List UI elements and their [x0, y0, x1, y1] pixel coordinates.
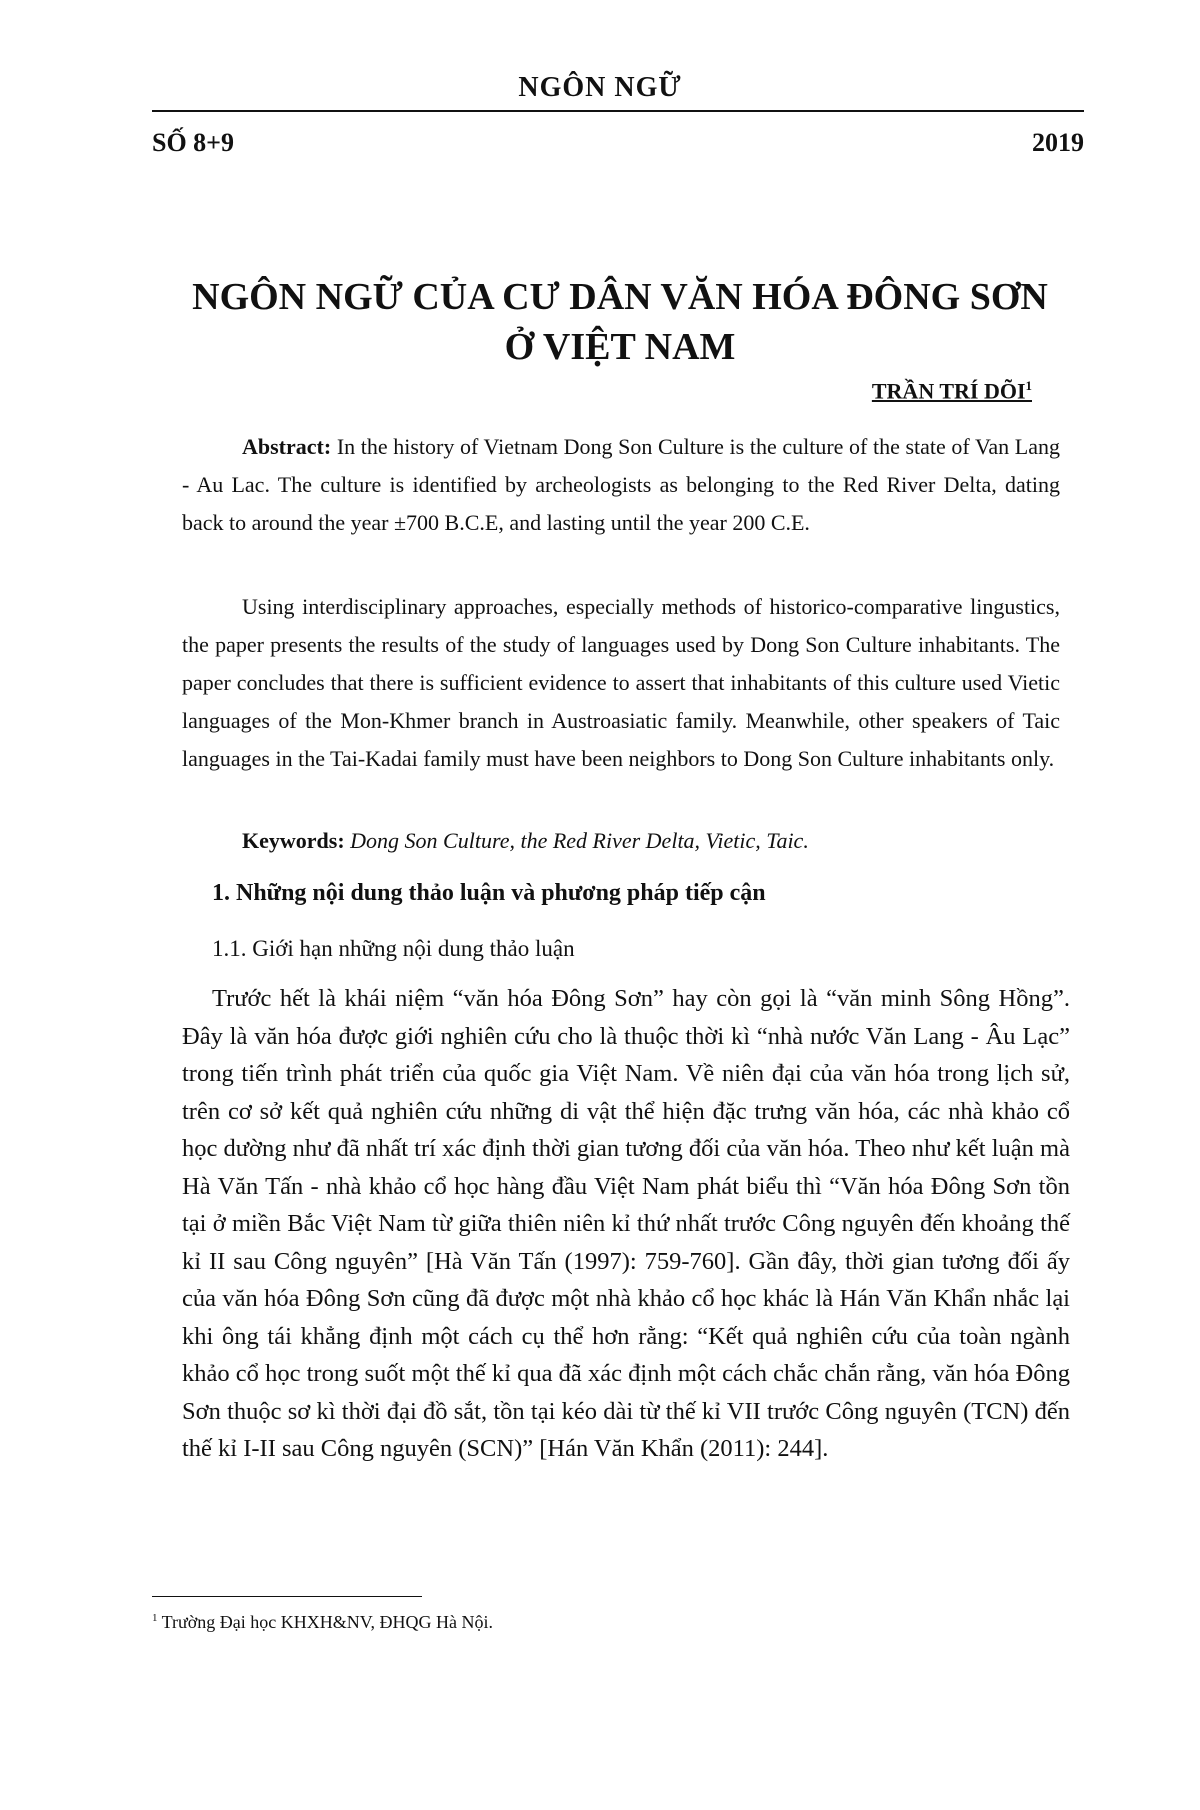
- footnote-rule: [152, 1596, 422, 1597]
- subsection-heading: 1.1. Giới hạn những nội dung thảo luận: [212, 936, 575, 961]
- keywords-list: Dong Son Culture, the Red River Delta, Vietic, Taic.: [344, 828, 809, 853]
- abstract-paragraph-1: [182, 428, 1060, 542]
- author: [872, 378, 1032, 404]
- body-paragraph: Trước hết là khái niệm “văn hóa Đông Sơn” hay còn gọi là “văn minh Sông Hồng”. Đây là văn hóa được giới nghiên cứu cho là thuộc thời kì “nhà nước Văn Lang - Âu Lạc” trong tiến trình phát triển của quốc gia Việt Nam. Về niên đại của văn hóa trong lịch sử, trên cơ sở kết quả nghiên cứu những di vật thể hiện đặc trưng văn hóa, các nhà khảo cổ học dường như đã nhất trí xác định thời gian tương đối của văn hóa. Theo như kết luận mà Hà Văn Tấn - nhà khảo cổ học hàng đầu Việt Nam phát biểu thì “Văn hóa Đông Sơn tồn tại ở miền Bắc Việt Nam từ giữa thiên niên kỉ thứ nhất trước Công nguyên đến khoảng thế kỉ II sau Công nguyên” [Hà Văn Tấn (1997): 759-760]. Gần đây, thời gian tương đối ấy của văn hóa Đông Sơn cũng đã được một nhà khảo cổ học khác là Hán Văn Khẩn nhắc lại khi ông tái khẳng định một cách cụ thể hơn rằng: “Kết quả nghiên cứu của toàn ngành khảo cổ học trong suốt một thế kỉ qua đã xác định một cách chắc chắn rằng, văn hóa Đông Sơn thuộc sơ kì thời đại đồ sắt, tồn tại kéo dài từ thế kỉ VII trước Công nguyên (TCN) đến thế kỉ I-II sau Công nguyên (SCN)” [Hán Văn Khẩn (2011): 244].: [182, 985, 1070, 1462]
- journal-name: NGÔN NGỮ: [518, 72, 682, 103]
- author-footnote-mark: 1: [1025, 378, 1032, 393]
- section-heading: 1. Những nội dung thảo luận và phương pháp tiếp cận: [212, 880, 766, 906]
- article-title-line1: NGÔN NGỮ CỦA CƯ DÂN VĂN HÓA ĐÔNG SƠN: [192, 276, 1048, 318]
- header-rule: [152, 110, 1084, 112]
- abstract-continued: [182, 588, 1060, 778]
- keywords: [182, 822, 1060, 860]
- author-name: TRẦN TRÍ DÕI: [871, 378, 1026, 404]
- abstract-label: Abstract:: [242, 434, 332, 459]
- article-title-line2: Ở VIỆT NAM: [504, 326, 736, 368]
- footnote-text: Trường Đại học KHXH&NV, ĐHQG Hà Nội.: [157, 1612, 493, 1632]
- footnote: [152, 1612, 493, 1633]
- article-title: [120, 272, 1120, 372]
- footnote-mark: 1: [152, 1612, 158, 1624]
- issue-year: 2019: [1032, 128, 1084, 157]
- abstract-text-1: In the history of Vietnam Dong Son Culture is the culture of the state of Van Lang - Au Lac. The culture is identified by archeologists as belonging to the Red River Delta, dating back to around the year ±700 B.C.E, and lasting until the year 200 C.E.: [182, 434, 1060, 535]
- abstract-paragraph-2: Using interdisciplinary approaches, especially methods of historico-comparative lingustics, the paper presents the results of the study of languages used by Dong Son Culture inhabitants. The paper concludes that there is sufficient evidence to assert that inhabitants of this culture used Vietic languages of the Mon-Khmer branch in Austroasiatic family. Meanwhile, other speakers of Taic languages in the Tai-Kadai family must have been neighbors to Dong Son Culture inhabitants only.: [182, 594, 1060, 771]
- abstract: [182, 428, 1060, 542]
- issue-number: SỐ 8+9: [152, 128, 234, 157]
- keywords-label: Keywords:: [242, 828, 345, 853]
